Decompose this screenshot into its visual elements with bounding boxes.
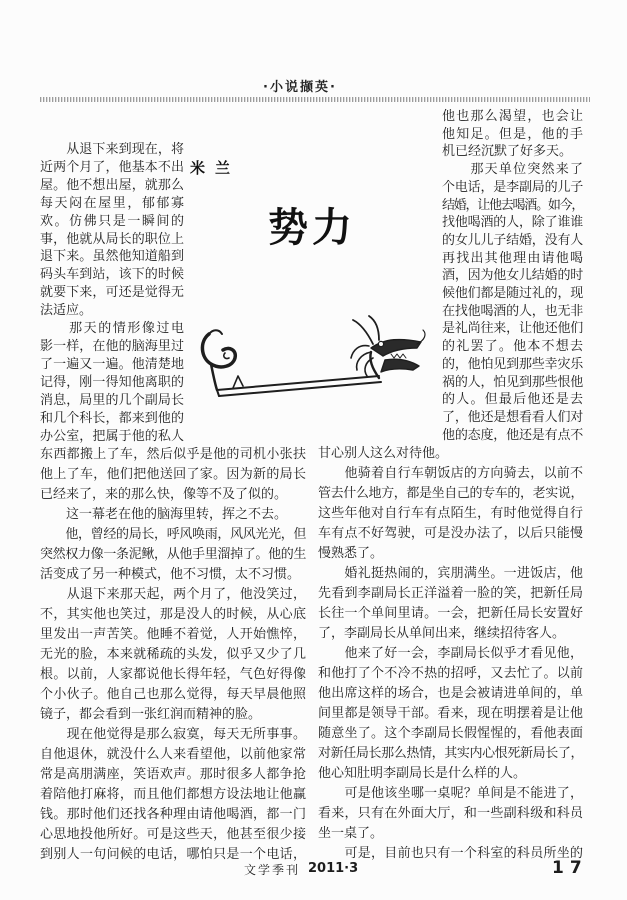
text-line: 就要下来，可还是觉得无	[40, 285, 184, 301]
text-line: 他出席这样的场合，也是会被请进单间的，单	[318, 686, 583, 701]
text-line: 的礼罢了。他本不想去	[442, 339, 583, 355]
text-line: 活变成了另一种模式，他不习惯，太不习惯。	[40, 567, 301, 582]
text-line: 和他打了个不冷不热的招呼，又去忙了。以前	[318, 666, 583, 681]
text-line: 慢熟悉了。	[318, 546, 384, 561]
text-line: 先看到李副局长正洋溢着一脸的笑，把新任局	[318, 586, 583, 601]
text-line: 长往一个单间里请。一会，把新任局长安置好	[318, 606, 583, 621]
text-line: 他知足。但是，他的手	[442, 126, 583, 142]
text-line: 法适应。	[40, 303, 93, 319]
text-line: 突然权力像一条泥鳅，从他手里溜掉了。他的生	[40, 547, 306, 562]
text-line: 从退下来到现在，将	[40, 142, 184, 157]
text-line: 心思地投他所好。可是这些天，他甚至很少接	[40, 827, 306, 842]
text-line: 车有点不好驾驶，可是没办法了，以后只能慢	[318, 526, 583, 541]
text-column-right-bottom	[318, 444, 583, 864]
text-line: 镜子，都会看到一张红润而精神的脸。	[40, 707, 262, 722]
text-line: 已经来了，来的那么快，像等不及了似的。	[40, 487, 288, 502]
text-line: 无光的脸，本来就稀疏的头发，似乎又少了几	[40, 647, 306, 662]
text-line: 是礼尚往来，让他还他们	[442, 321, 583, 337]
text-line: 他心知肚明李副局长是什么样的人。	[318, 766, 527, 781]
text-line: 他来了好一会，李副局长似乎才看见他，	[318, 646, 583, 661]
text-line: 现在他觉得是那么寂寞，每天无所事事。	[40, 727, 306, 742]
text-column-left-bottom	[40, 445, 306, 865]
text-line: 到别人一句问候的电话，哪怕只是一个电话，	[40, 847, 306, 862]
text-line: 这一幕老在他的脑海里转，挥之不去。	[40, 507, 288, 522]
text-line: 那天的情形像过电	[40, 321, 184, 337]
text-line: 坐一桌了。	[318, 826, 384, 841]
story-author: 米兰	[190, 159, 241, 177]
text-column-left-top	[40, 141, 184, 445]
text-line: 东西都搬上了车，然后似乎是他的司机小张扶	[40, 447, 306, 462]
text-line: 了，他还是想看看人们对	[442, 409, 583, 425]
dragon-illustration	[195, 312, 430, 407]
text-line: 再找出其他理由请他喝	[442, 250, 583, 266]
text-line: 了，李副局长从单间出来，继续招待客人。	[318, 626, 566, 641]
text-line: 退下来。虽然他知道船到	[40, 249, 184, 265]
text-line: 对新任局长那么热情，其实内心恨死新局长了，	[318, 746, 583, 761]
story-title: 势力	[268, 205, 356, 251]
text-line: 随意坐了。这个李副局长假惺惺的，看他表面	[318, 726, 583, 741]
footer-magazine-name: 文学季刊	[244, 863, 301, 877]
text-line: 影一样，在他的脑海里过	[40, 338, 184, 354]
text-line: 甘心别人这么对待他。	[318, 446, 449, 461]
text-line: 根。以前，人家都说他长得年轻，气色好得像	[40, 667, 306, 682]
text-line: 每天闷在屋里，郁郁寡	[40, 195, 184, 211]
dragon-tail	[202, 330, 235, 390]
text-line: 近两个月了，他基本不出	[40, 159, 184, 175]
dragon-head	[351, 316, 425, 378]
footer-issue: 2011·3	[308, 861, 359, 876]
text-line: 个电话，是李副局的儿子	[442, 179, 583, 195]
text-line: 的女儿儿子结婚，没有人	[442, 232, 583, 248]
text-line: 间里都是领导干部。看来，现在明摆着是让他	[318, 706, 583, 721]
text-line: 祸的人，怕见到那些恨他	[442, 374, 583, 390]
text-line: 个小伙子。他自己也那么觉得，每天早晨他照	[40, 687, 306, 702]
dragon-body	[217, 376, 381, 396]
text-line: 他骑着自行车朝饭店的方向骑去，以前不	[318, 466, 583, 481]
text-line: 不，其实他也笑过，那是没人的时候，从心底	[40, 607, 306, 622]
text-line: 他上了车，他们把他送回了家。因为新的局长	[40, 467, 306, 482]
text-line: 码头车到站，该下的时候	[40, 267, 184, 283]
text-line: 的，他怕见到那些幸灾乐	[442, 356, 583, 372]
text-line: 候他们都是随过礼的，现	[442, 286, 583, 302]
text-line: 找他喝酒的人，除了谁谁	[442, 215, 583, 231]
text-line: 和几个科长，都来到他的	[40, 410, 184, 426]
text-line: 记得，刚一得知他离职的	[40, 374, 184, 390]
text-line: 可是他该坐哪一桌呢？单间是不能进了，	[318, 786, 583, 801]
text-line: 着陪他打麻将，而且他们都想方设法地让他赢	[40, 787, 306, 802]
text-line: 酒，因为他女儿结婚的时	[442, 268, 583, 284]
text-line: 管去什么地方，都是坐自己的专车的，老实说，	[318, 486, 583, 501]
text-line: 常是高朋满座，笑语欢声。那时很多人都争抢	[40, 767, 306, 782]
section-label: ·小说撷英·	[263, 80, 337, 95]
text-line: 里发出一声苦笑。他睡不着觉，人开始憔悴，	[40, 627, 306, 642]
text-line: 消息，局里的几个副局长	[40, 392, 184, 408]
text-line: 那天单位突然来了	[442, 162, 583, 178]
page-number: 17	[552, 858, 588, 878]
text-line: 从退下来那天起，两个月了，他没笑过，	[40, 587, 306, 602]
text-line: 钱。那时他们还找各种理由请他喝酒，都一门	[40, 807, 306, 822]
text-line: 在找他喝酒的人，也无非	[442, 303, 583, 319]
text-line: 的人。但最后他还是去	[442, 392, 583, 408]
header-divider	[40, 97, 590, 102]
text-line: 事，他就从局长的职位上	[40, 231, 184, 247]
text-line: 欢。仿佛只是一瞬间的	[40, 213, 184, 229]
text-line: 可是，目前也只有一个科室的科员所坐的	[318, 846, 583, 861]
text-line: 他也那么渴望，也会让	[442, 109, 583, 124]
text-line: 办公室，把属于他的私人	[40, 428, 184, 444]
text-column-right-top	[442, 108, 583, 444]
text-line: 结婚，让他去喝酒。如今，	[442, 197, 583, 213]
text-line: 他的态度，他还是有点不	[442, 427, 583, 443]
text-line: 看来，只有在外面大厅，和一些副科级和科员	[318, 806, 583, 821]
text-line: 屋。他不想出屋，就那么	[40, 177, 184, 193]
text-line: 机已经沉默了好多天。	[442, 144, 573, 160]
text-line: 这些年他对自行车有点陌生，有时他觉得自行	[318, 506, 583, 521]
text-line: 他，曾经的局长，呼风唤雨，风风光光，但	[40, 527, 306, 542]
text-line: 自他退休，就没什么人来看望他，以前他家常	[40, 747, 306, 762]
text-line: 了一遍又一遍。他清楚地	[40, 356, 184, 372]
text-line: 婚礼挺热闹的，宾朋满坐。一进饭店，他	[318, 566, 583, 581]
